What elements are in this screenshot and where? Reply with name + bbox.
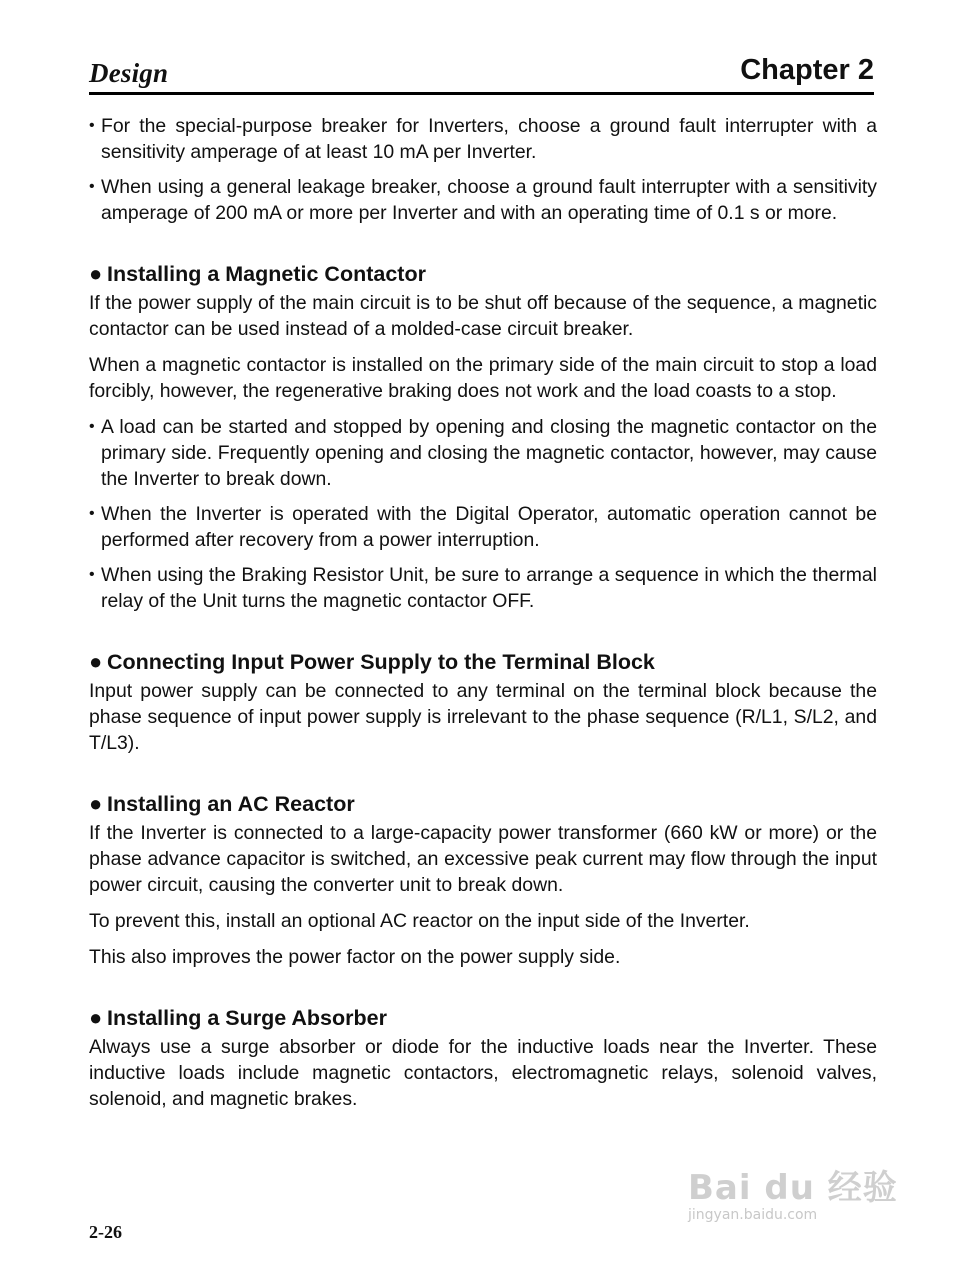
header-chapter-label: Chapter 2 — [740, 54, 874, 86]
paragraph: Always use a surge absorber or diode for the inductive loads near the Inverter. These inductive loads include magnetic contactors, electromagnetic relays, solenoid valves, solenoid, and magnetic brakes. — [89, 1036, 877, 1110]
heading-bullet-icon: ● — [89, 791, 103, 816]
list-item: • When using the Braking Resistor Unit, be sure to arrange a sequence in which the thermal relay of the Unit turns the magnetic contactor OFF. — [89, 564, 877, 612]
page-body — [89, 113, 877, 1122]
bullet-icon: • — [89, 178, 95, 195]
page-header — [89, 52, 874, 95]
section-heading-surge-absorber: ● Installing a Surge Absorber — [89, 1005, 387, 1030]
watermark-logo: Bai du 经验 — [688, 1168, 898, 1208]
header-section-title: Design — [89, 58, 169, 88]
intro-bullet: • When using a general leakage breaker, choose a ground fault interrupter with a sensitivity amperage of 200 mA or more per Inverter and with an operating time of 0.1 s or more. — [89, 176, 877, 224]
intro-bullet: • For the special-purpose breaker for Inverters, choose a ground fault interrupter with a sensitivity amperage of at least 10 mA per Inverter. — [89, 115, 877, 163]
watermark-url: jingyan.baidu.com — [688, 1207, 818, 1223]
section-heading-magnetic-contactor: ● Installing a Magnetic Contactor — [89, 261, 426, 286]
paragraph: This also improves the power factor on the power supply side. — [89, 946, 621, 968]
bullet-icon: • — [89, 566, 95, 583]
section-heading-input-power: ● Connecting Input Power Supply to the Terminal Block — [89, 649, 655, 674]
paragraph: If the power supply of the main circuit is to be shut off because of the sequence, a magnetic contactor can be used instead of a molded-case circuit breaker. — [89, 292, 877, 340]
list-item: • When the Inverter is operated with the Digital Operator, automatic operation cannot be performed after recovery from a power interruption. — [89, 503, 877, 551]
bullet-icon: • — [89, 418, 95, 435]
paragraph: To prevent this, install an optional AC reactor on the input side of the Inverter. — [89, 910, 750, 932]
heading-bullet-icon: ● — [89, 649, 103, 674]
baidu-watermark — [688, 1160, 898, 1223]
list-item: • A load can be started and stopped by opening and closing the magnetic contactor on the primary side. Frequently opening and closing the magnetic contactor, however, may cause the Inverter to break down. — [89, 416, 877, 490]
section-heading-ac-reactor: ● Installing an AC Reactor — [89, 791, 355, 816]
paragraph: When a magnetic contactor is installed on the primary side of the main circuit to stop a load forcibly, however, the regenerative braking does not work and the load coasts to a stop. — [89, 354, 877, 402]
page-number: 2-26 — [89, 1222, 122, 1242]
heading-bullet-icon: ● — [89, 261, 103, 286]
heading-bullet-icon: ● — [89, 1005, 103, 1030]
paragraph: If the Inverter is connected to a large-capacity power transformer (660 kW or more) or the phase advance capacitor is switched, an excessive peak current may flow through the input power circuit, causing the converter unit to break down. — [89, 822, 877, 896]
bullet-icon: • — [89, 117, 95, 134]
bullet-icon: • — [89, 505, 95, 522]
paragraph: Input power supply can be connected to any terminal on the terminal block because the phase sequence of input power supply is irrelevant to the phase sequence (R/L1, S/L2, and T/L3). — [89, 680, 877, 754]
